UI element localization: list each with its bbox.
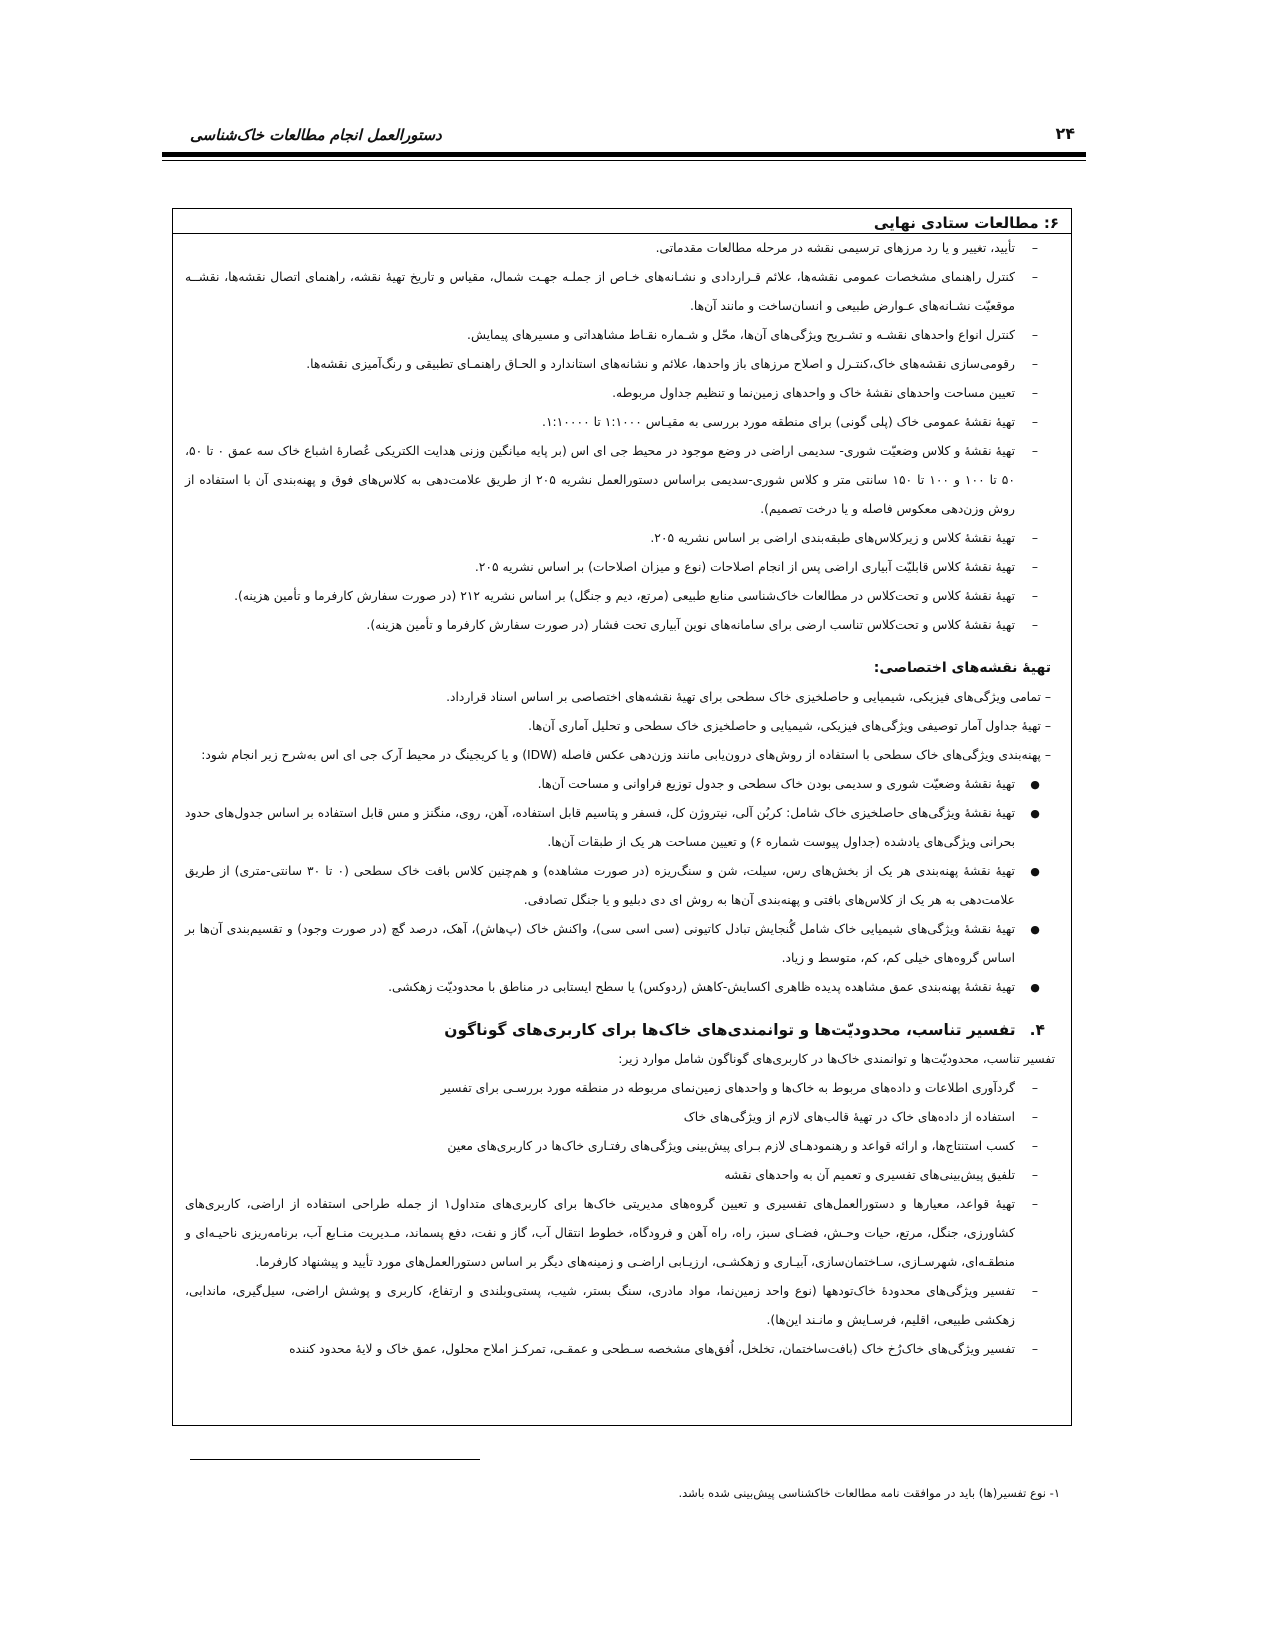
list-item: – کنترل انواع واحدهای نقشـه و تشـریح ویژگی‌های آن‌ها، محّل و شـماره نقـاط مشاهداتی و مسیرهای پیمایش. bbox=[467, 328, 1039, 342]
page-header-title: دستورالعمل انجام مطالعات خاک‌شناسی bbox=[190, 126, 442, 144]
bullet-item: ● تهیهٔ نقشهٔ وضعیّت شوری و سدیمی بودن خاک سطحی و جدول توزیع فراوانی و مساحت آن‌ها. bbox=[537, 777, 1040, 791]
section-4-list bbox=[185, 1074, 1055, 1364]
list-item: – تهیهٔ نقشهٔ کلاس و تحت‌کلاس تناسب ارضی برای سامانه‌های نوین آبیاری تحت فشار (در صورت سفارش کارفرما و تأمین هزینه). bbox=[366, 618, 1039, 632]
list-item: – تعیین مساحت واحدهای نقشهٔ خاک و واحدهای زمین‌نما و تنظیم جداول مربوطه. bbox=[612, 386, 1039, 400]
bullet-item: ● تهیهٔ نقشهٔ ویژگی‌های شیمیایی خاک شامل گُنجایش تبادل کاتیونی (سی اسی سی)، واکنش خاک (پ‌هاش)، آهک، درصد گچ (در صورت وجود) و تقسیم‌بندی آن‌ها بر اساس گروه‌های خیلی کم، کم، متوسط و زیاد. bbox=[185, 922, 1040, 965]
bullet-item: ● تهیهٔ نقشهٔ پهنه‌بندی هر یک از بخش‌های رس، سیلت، شن و سنگ‌ریزه (در صورت مشاهده) و هم‌چنین کلاس بافت خاک سطحی (۰ تا ۳۰ سانتی-متری) از طریق علامت‌دهی به هر یک از کلاس‌های بافتی و پهنه‌بندی آن‌ها به روش ای دی دبلیو و یا جنگل تصادفی. bbox=[185, 864, 1040, 907]
page-number: ۲۴ bbox=[1055, 124, 1075, 143]
list-item: – کنترل راهنمای مشخصات عمومی نقشه‌ها، علائم قـراردادی و نشـانه‌های خـاص از جملـه جهـت شمال، مقیاس و تاریخ تهیهٔ نقشه، راهنمای اتصال نقشه‌ها، نقشــه موقعیّت نشـانه‌های عـوارض طبیعی و انسان‌ساخت و مانند آن‌ها. bbox=[185, 270, 1039, 313]
list-item: – تهیهٔ قواعد، معیارها و دستورالعمل‌های تفسیری و تعیین گروه‌های مدیریتی خاک‌ها برای کاربری‌های متداول۱ از جمله طراحی استفاده از اراضی، کاربری‌های کشاورزی، جنگل، مرتع، حیات وحـش، فضـای سبز، راه، راه آهن و فرودگاه، خطوط انتقال آب، گاز و نفت، دفع پسماند، مـدیریت منـابع آب، برنامه‌ریزی ناحیـه‌ای و منطقـه‌ای، شهرسـازی، سـاختمان‌سازی، آبیـاری و زهکشـی، ارزیـابی اراضـی و زمینه‌های دیگر بر اساس دستورالعمل‌های مورد تأیید و پیشنهاد کارفرما. bbox=[185, 1197, 1039, 1269]
list-item: – کسب استنتاج‌ها، و ارائه قواعد و رهنمودهـای لازم بـرای پیش‌بینی ویژگی‌های رفتـاری خاک‌ها در کاربری‌های معین bbox=[447, 1139, 1039, 1153]
header-rule-thick bbox=[162, 152, 1086, 157]
list-item: – گردآوری اطلاعات و داده‌های مربوط به خاک‌ها و واحدهای زمین‌نمای مربوطه در منطقه مورد بررسـی برای تفسیر bbox=[440, 1081, 1039, 1095]
special-maps-line: – تهیهٔ جداول آمار توصیفی ویژگی‌های فیزیکی، شیمیایی و حاصلخیزی خاک سطحی و تحلیل آماری آن‌ها. bbox=[528, 719, 1051, 733]
box-title: ۶: مطالعات ستادی نهایی bbox=[173, 209, 1071, 234]
special-maps-bullets bbox=[185, 770, 1055, 1002]
footnote: ۱- نوع تفسیر(ها) باید در موافقت نامه مطالعات خاکشناسی پیش‌بینی شده باشد. bbox=[678, 1486, 1060, 1500]
special-maps-line: – پهنه‌بندی ویژگی‌های خاک سطحی با استفاده از روش‌های درون‌یابی مانند وزن‌دهی عکس فاصله (IDW) و یا کریجینگ در محیط آرک جی ای اس به‌شرح زیر انجام شود: bbox=[201, 748, 1051, 762]
box-content bbox=[173, 234, 1071, 1364]
list-item: – تهیهٔ نقشهٔ کلاس قابلیّت آبیاری اراضی پس از انجام اصلاحات (نوع و میزان اصلاحات) بر اساس نشریه ۲۰۵. bbox=[474, 560, 1039, 574]
section-4-heading bbox=[185, 1016, 1055, 1045]
list-item: – استفاده از داده‌های خاک در تهیهٔ قالب‌های لازم از ویژگی‌های خاک bbox=[683, 1110, 1039, 1124]
list-item: – رقومی‌سازی نقشه‌های خاک،کنتـرل و اصلاح مرزهای باز واحدها، علائم و نشانه‌های استاندارد و الحـاق راهنمـای تطبیقی و رنگ‌آمیزی نقشه‌ها. bbox=[306, 357, 1039, 371]
list-item: – تلفیق پیش‌بینی‌های تفسیری و تعمیم آن به واحدهای نقشه bbox=[724, 1168, 1039, 1182]
final-study-list bbox=[185, 234, 1055, 640]
bullet-item: ● تهیهٔ نقشهٔ ویژگی‌های حاصلخیزی خاک شامل: کربُن آلی، نیتروژن کل، فسفر و پتاسیم قابل استفاده، آهن، روی، منگنز و مس قابل استفاده بر اساس جدول‌های حدود بحرانی ویژگی‌های یادشده (جداول پیوست شماره ۶) و تعیین مساحت هر یک از طبقات آن‌ها. bbox=[185, 806, 1040, 849]
list-item: – تهیهٔ نقشهٔ کلاس و تحت‌کلاس در مطالعات خاک‌شناسی منابع طبیعی (مرتع، دیم و جنگل) بر اساس نشریه ۲۱۲ (در صورت سفارش کارفرما و تأمین هزینه). bbox=[234, 589, 1039, 603]
section-4-intro: تفسیر تناسب، محدودیّت‌ها و توانمندی خاک‌ها در کاربری‌های گوناگون شامل موارد زیر: bbox=[618, 1052, 1055, 1066]
footnote-rule bbox=[190, 1459, 480, 1460]
section-title: تفسیر تناسب، محدودیّت‌ها و توانمندی‌های خاک‌ها برای کاربری‌های گوناگون bbox=[444, 1021, 1016, 1039]
special-maps-heading: تهیهٔ نقشه‌های اختصاصی: bbox=[873, 660, 1051, 676]
bullet-item: ● تهیهٔ نقشهٔ پهنه‌بندی عمق مشاهده پدیده ظاهری اکسایش-کاهش (ردوکس) یا سطح ایستابی در مناطق با محدودیّت زهکشی. bbox=[388, 980, 1040, 994]
list-item: – تأیید، تغییر و یا رد مرزهای ترسیمی نقشه در مرحله مطالعات مقدماتی. bbox=[655, 241, 1039, 255]
list-item: – تهیهٔ نقشهٔ کلاس و زیرکلاس‌های طبقه‌بندی اراضی بر اساس نشریه ۲۰۵. bbox=[650, 531, 1039, 545]
special-maps-line: – تمامی ویژگی‌های فیزیکی، شیمیایی و حاصلخیزی خاک سطحی برای تهیهٔ نقشه‌های اختصاصی بر اساس اسناد قرارداد. bbox=[446, 690, 1051, 704]
list-item: – تهیهٔ نقشهٔ و کلاس وضعیّت شوری- سدیمی اراضی در وضع موجود در محیط جی ای اس (بر پایه میانگین وزنی هدایت الکتریکی عُصارهٔ اشباع خاک سه عمق ۰ تا ۵۰، ۵۰ تا ۱۰۰ و ۱۰۰ تا ۱۵۰ سانتی متر و کلاس شوری-سدیمی براساس دستورالعمل نشریه ۲۰۵ از طریق علامت‌دهی به کلاس‌های فوق و پهنه‌بندی آن با استفاده از روش وزن‌دهی معکوس فاصله و یا درخت تصمیم). bbox=[185, 444, 1039, 516]
header-rule-thin bbox=[162, 160, 1086, 161]
list-item: – تفسیر ویژگی‌های محدودهٔ خاک‌تودهها (نوع واحد زمین‌نما، مواد مادری، سنگ بستر، شیب، پستی‌وبلندی و ارتفاع، کاربری و پوشش اراضی، سیل‌گیری، ماندابی، زهکشی طبیعی، اقلیم، فرسـایش و مانـند این‌ها). bbox=[185, 1284, 1039, 1327]
content-box bbox=[172, 208, 1072, 1426]
list-item: – تهیهٔ نقشهٔ عمومی خاک (پلی گونی) برای منطقه مورد بررسی به مقیـاس ۱:۱۰۰۰ تا ۱:۱۰۰۰۰. bbox=[542, 415, 1039, 429]
section-number: ۴. bbox=[1029, 1021, 1045, 1039]
list-item: – تفسیر ویژگی‌های خاک‌رُخ خاک (بافت‌ساختمان، تخلخل، اُفق‌های مشخصه سـطحی و عمقـی، تمرکـز املاح محلول، عمق خاک و لایهٔ محدود کننده bbox=[289, 1342, 1039, 1356]
